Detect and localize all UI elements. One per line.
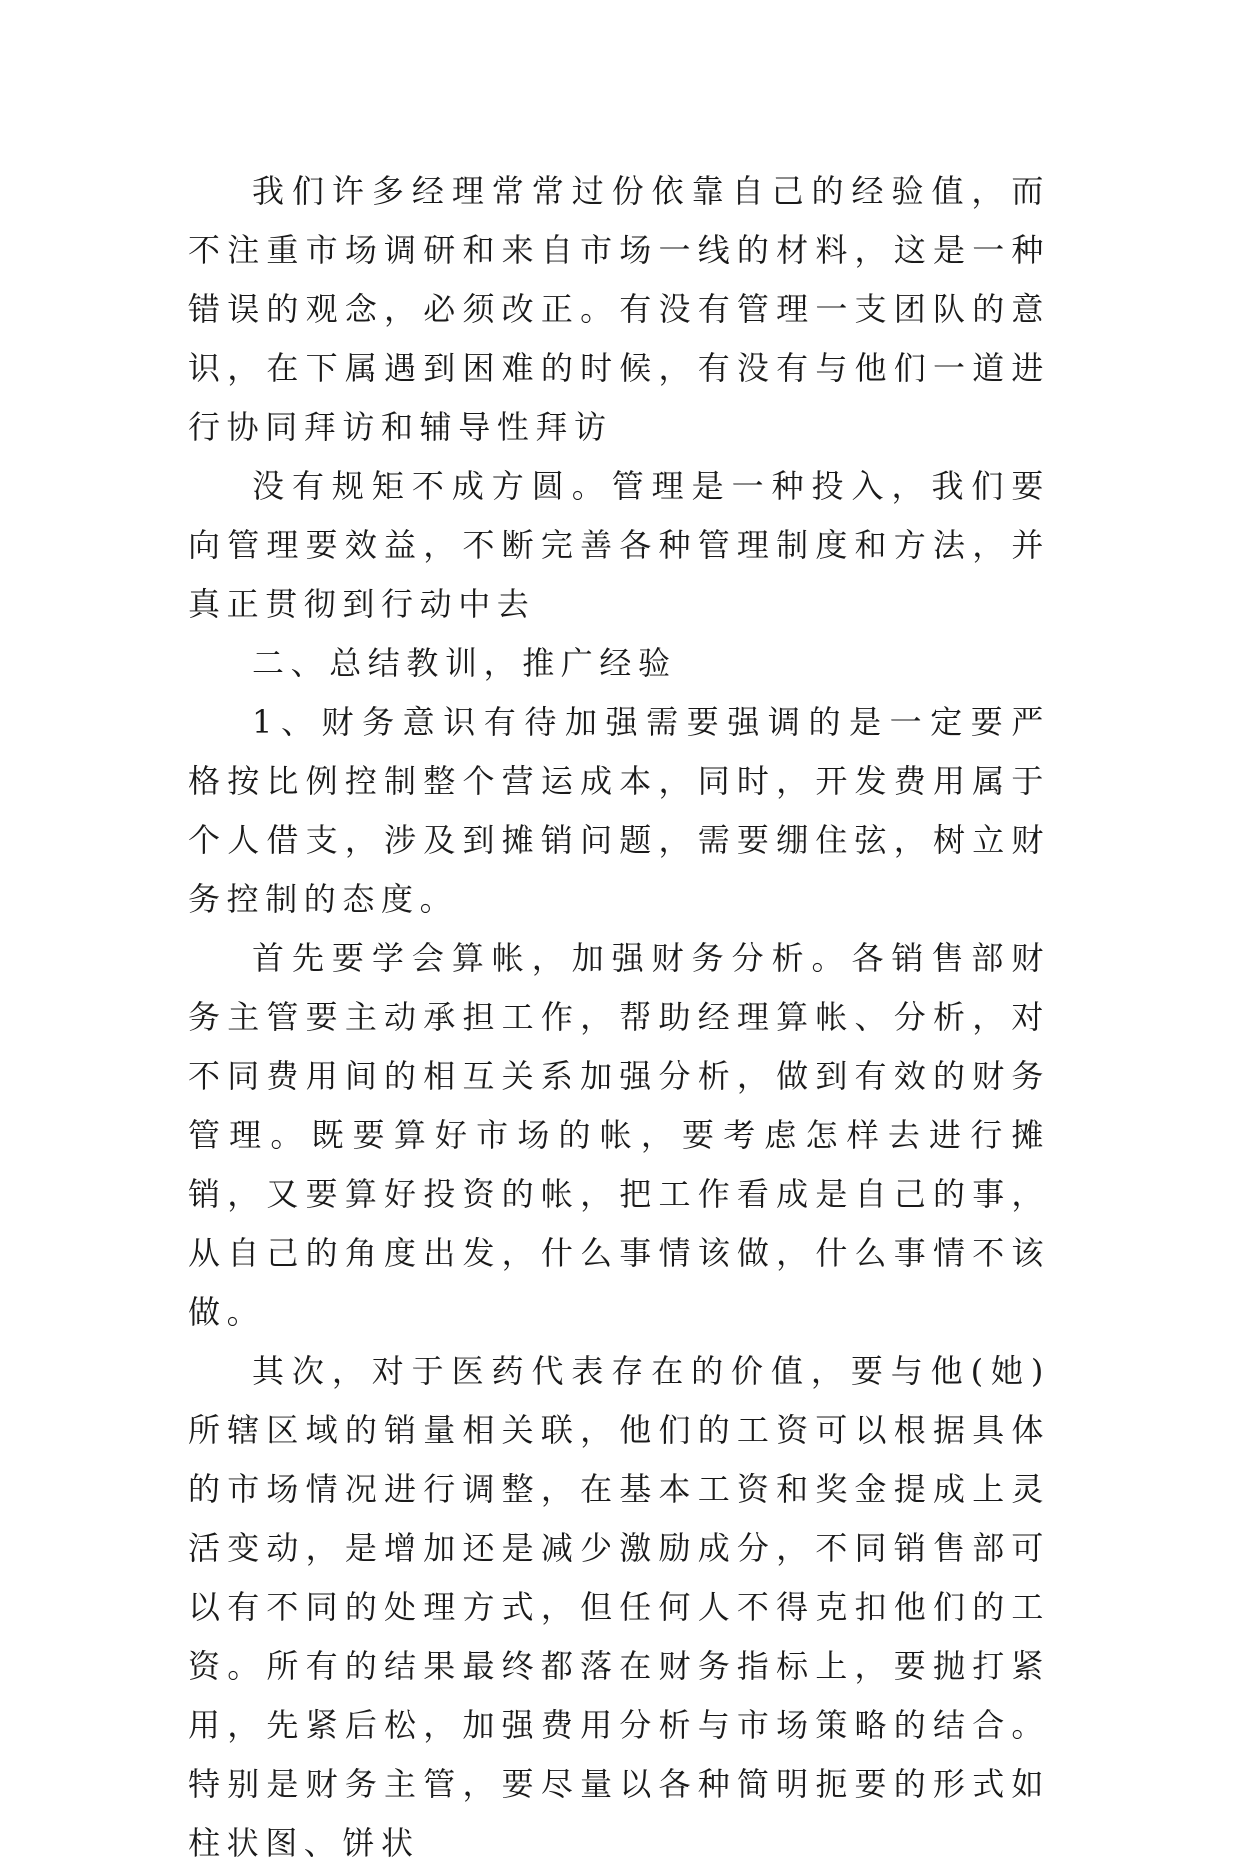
- section-heading: 二、总结教训，推广经验: [252, 644, 677, 682]
- paragraph-rep-value: 其次，对于医药代表存在的价值，要与他(她)所辖区域的销量相关联，他们的工资可以根据具体的市场情况进行调整，在基本工资和奖金提成上灵活变动，是增加还是减少激励成分，不同销售部可以有不同的处理方式，但任何人不得克扣他们的工资。所有的结果最终都落在财务指标上，要抛打紧用，先紧后松，加强费用分析与市场策略的结合。特别是财务主管，要尽量以各种简明扼要的形式如柱状图、饼状: [188, 1352, 1050, 1862]
- paragraph-rules: 没有规矩不成方圆。管理是一种投入，我们要向管理要效益，不断完善各种管理制度和方法，并真正贯彻到行动中去: [188, 467, 1050, 623]
- paragraph-experience: 我们许多经理常常过份依靠自己的经验值，而不注重市场调研和来自市场一线的材料，这是一种错误的观念，必须改正。有没有管理一支团队的意识，在下属遇到困难的时候，有没有与他们一道进行协同拜访和辅导性拜访: [188, 172, 1050, 446]
- paragraph-finance-awareness: 1、财务意识有待加强需要强调的是一定要严格按比例控制整个营运成本，同时，开发费用属于个人借支，涉及到摊销问题，需要绷住弦，树立财务控制的态度。: [188, 703, 1050, 918]
- paragraph-accounting: 首先要学会算帐，加强财务分析。各销售部财务主管要主动承担工作，帮助经理算帐、分析，对不同费用间的相互关系加强分析，做到有效的财务管理。既要算好市场的帐，要考虑怎样去进行摊销，又要算好投资的帐，把工作看成是自己的事，从自己的角度出发，什么事情该做，什么事情不该做。: [188, 939, 1050, 1331]
- document-body: [188, 162, 1050, 1873]
